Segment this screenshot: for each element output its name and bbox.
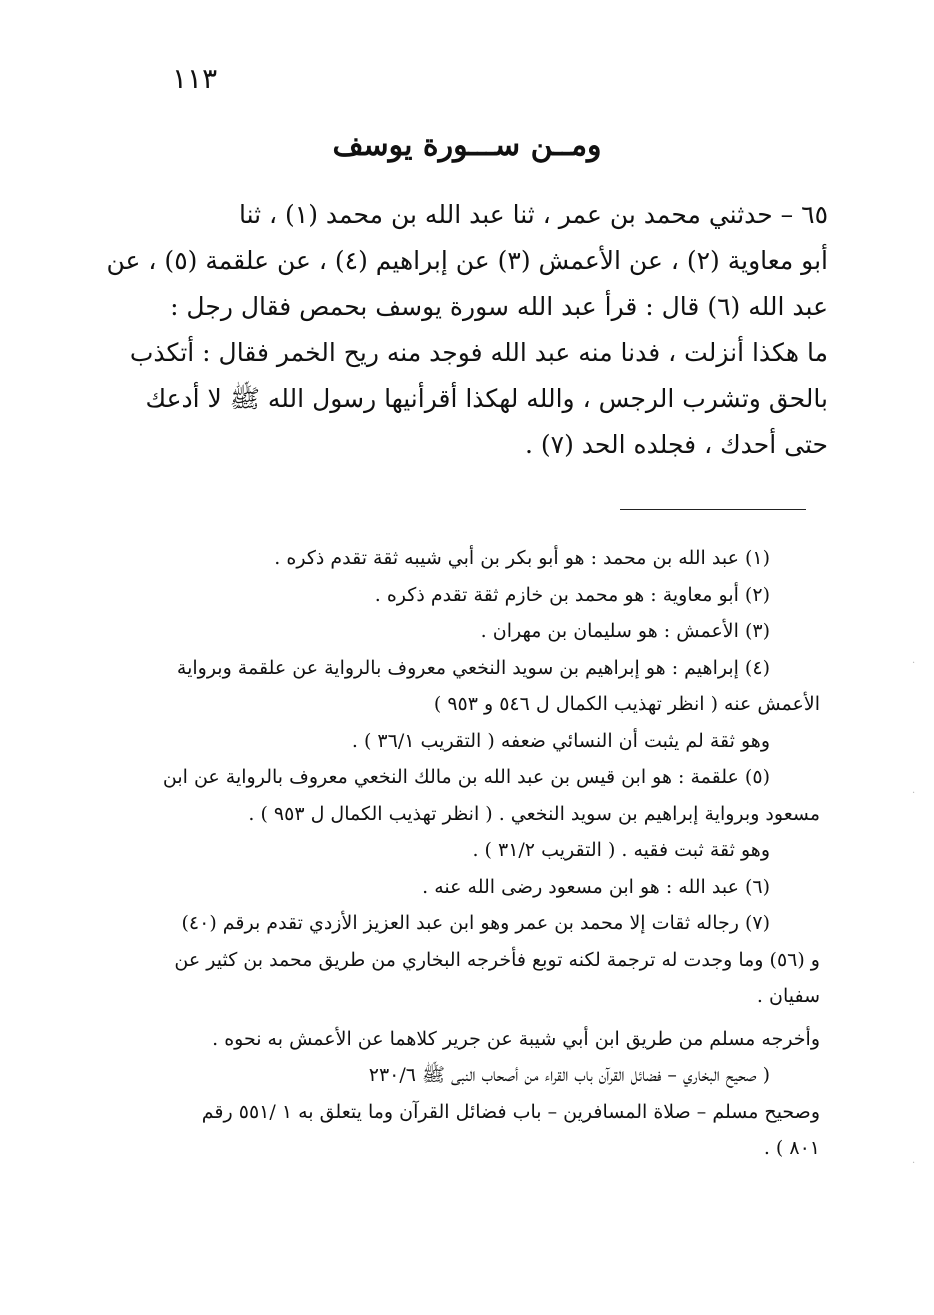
footnote-line: (٤) إبراهيم : هو إبراهيم بن سويد النخعي معروف بالرواية عن علقمة وبرواية (176, 656, 770, 679)
footnote-line: ( صحيح البخاري – فضائل القرآن باب القراء من أصحاب النبى ﷺ ٢٣٠/٦ (368, 1064, 770, 1086)
hadith-line: ما هكذا أنزلت ، فدنا منه عبد الله فوجد منه ريح الخمر فقال : أتكذب (129, 338, 828, 367)
footnote-line: ٨٠١ ) . (763, 1137, 820, 1159)
footnote-line: وصحيح مسلم – صلاة المسافرين – باب فضائل القرآن وما يتعلق به ١ /٥٥١ رقم (201, 1100, 820, 1123)
hadith-line: عبد الله (٦) قال : قرأ عبد الله سورة يوسف بحمص فقال رجل : (170, 292, 828, 321)
hadith-line: ٦٥ – حدثني محمد بن عمر ، ثنا عبد الله بن محمد (١) ، ثنا (238, 200, 828, 229)
hadith-line: حتى أحدك ، فجلده الحد (٧) . (524, 430, 828, 459)
footnote-line: مسعود وبرواية إبراهيم بن سويد النخعي . ( انظر تهذيب الكمال ل ٩٥٣ ) . (248, 802, 820, 825)
hadith-text (106, 192, 828, 468)
footnote-line: (٧) رجاله ثقات إلا محمد بن عمر وهو ابن عبد العزيز الأزدي تقدم برقم (٤٠) (181, 912, 770, 934)
footnote-line: الأعمش عنه ( انظر تهذيب الكمال ل ٥٤٦ و ٩٥٣ ) (433, 693, 820, 715)
footnote-line: و (٥٦) وما وجدت له ترجمة لكنه توبع فأخرجه البخاري من طريق محمد بن كثير عن (174, 948, 820, 971)
footnote-line: وأخرجه مسلم من طريق ابن أبي شيبة عن جرير كلاهما عن الأعمش به نحوه . (212, 1027, 820, 1050)
hadith-line: أبو معاوية (٢) ، عن الأعمش (٣) عن إبراهيم (٤) ، عن علقمة (٥) ، عن (106, 246, 828, 275)
scan-speck: · (912, 1158, 916, 1169)
chapter-title: ومــن ســـورة يوسف (332, 128, 602, 163)
footnote-line: (٥) علقمة : هو ابن قيس بن عبد الله بن مالك النخعي معروف بالرواية عن ابن (162, 766, 770, 788)
hadith-line: بالحق وتشرب الرجس ، والله لهكذا أقرأنيها رسول الله ﷺ لا أدعك (145, 384, 828, 413)
footnotes (140, 540, 820, 1167)
footnote-line: (١) عبد الله بن محمد : هو أبو بكر بن أبي شيبه ثقة تقدم ذكره . (274, 547, 770, 569)
footnote-line: سفيان . (756, 985, 820, 1007)
footnote-line: (٣) الأعمش : هو سليمان بن مهران . (480, 620, 770, 642)
footnote-line: وهو ثقة لم يثبت أن النسائي ضعفه ( التقريب ٣٦/١ ) . (351, 729, 770, 752)
scan-speck: · (912, 658, 916, 669)
footnote-line: (٢) أبو معاوية : هو محمد بن خازم ثقة تقدم ذكره . (374, 583, 770, 606)
footnote-line: (٦) عبد الله : هو ابن مسعود رضى الله عنه . (422, 875, 770, 898)
scan-speck: · (912, 788, 916, 799)
footnote-divider (620, 509, 806, 510)
footnote-line: وهو ثقة ثبت فقيه . ( التقريب ٣١/٢ ) . (472, 839, 770, 861)
page-number: ١١٣ (172, 62, 218, 95)
